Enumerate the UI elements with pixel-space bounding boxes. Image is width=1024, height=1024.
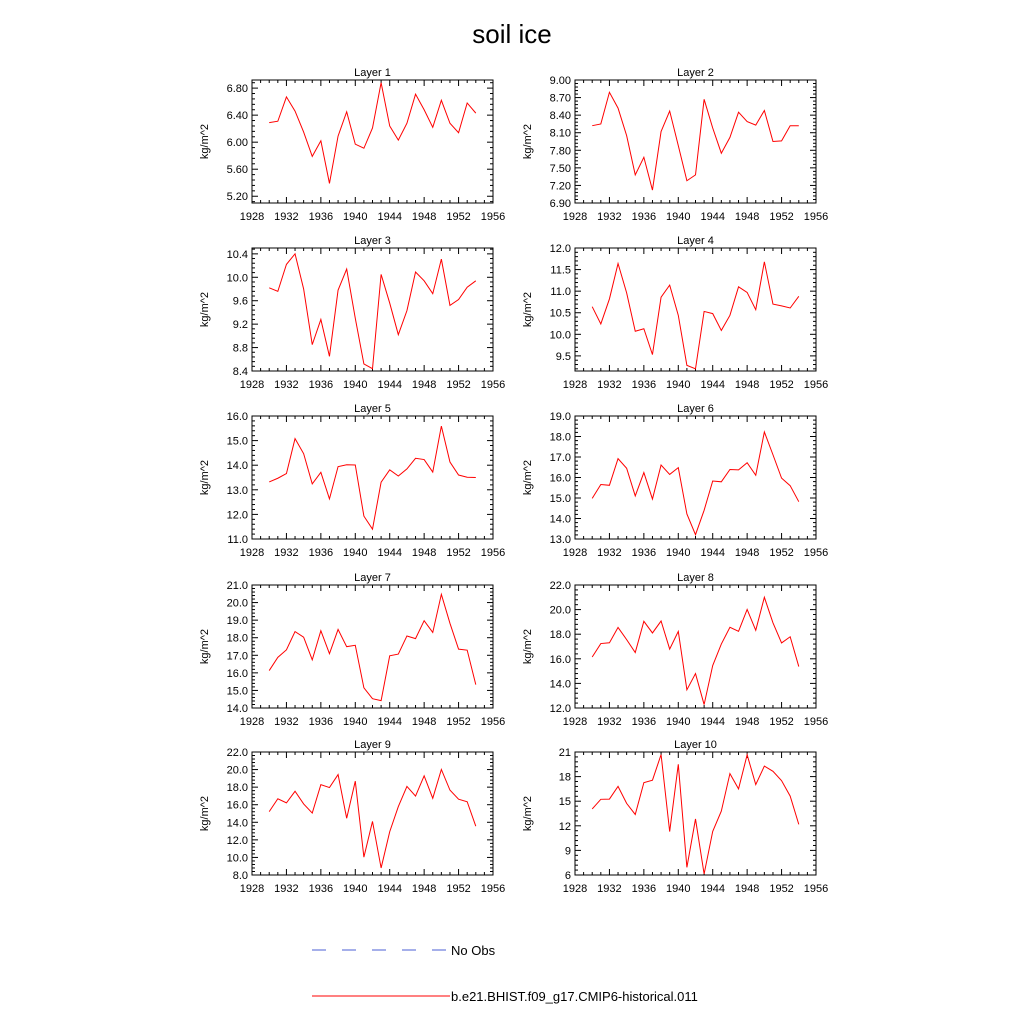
x-tick-label: 1956	[803, 716, 829, 728]
x-tick-label: 1936	[631, 379, 657, 391]
y-tick-label: 14.0	[226, 460, 248, 473]
y-tick-label: 10.0	[549, 329, 571, 342]
panel-title: Layer 4	[677, 235, 714, 247]
y-axis-label: kg/m^2	[199, 628, 211, 665]
y-tick-label: 17.0	[226, 650, 248, 663]
x-tick-label: 1940	[343, 547, 368, 559]
x-tick-label: 1952	[769, 547, 794, 559]
x-tick-label: 1956	[480, 379, 506, 391]
x-tick-label: 1940	[343, 716, 368, 728]
x-tick-label: 1936	[308, 883, 334, 895]
x-tick-label: 1952	[446, 716, 471, 728]
y-tick-label: 13.0	[549, 534, 571, 546]
x-tick-label: 1948	[411, 379, 437, 391]
y-tick-label: 6.00	[226, 137, 248, 150]
y-tick-label: 14.0	[226, 817, 248, 830]
legend	[312, 943, 698, 1004]
panel-title: Layer 1	[354, 67, 391, 79]
x-tick-label: 1952	[769, 379, 794, 391]
y-tick-label: 12	[558, 820, 571, 833]
y-tick-label: 21.0	[226, 580, 248, 592]
y-tick-label: 6.80	[226, 83, 248, 96]
panel-title: Layer 2	[677, 67, 714, 79]
y-tick-label: 11.0	[550, 286, 571, 299]
x-tick-label: 1928	[562, 716, 588, 728]
panel-title: Layer 5	[354, 403, 391, 415]
x-tick-label: 1936	[308, 716, 334, 728]
x-tick-label: 1940	[666, 211, 691, 223]
y-tick-label: 12.0	[549, 243, 571, 255]
y-tick-label: 8.0	[232, 870, 248, 882]
y-tick-label: 10.0	[226, 272, 248, 285]
x-tick-label: 1956	[803, 883, 829, 895]
y-tick-label: 20.0	[549, 604, 571, 617]
y-tick-label: 9	[564, 845, 571, 858]
y-tick-label: 8.10	[549, 127, 571, 140]
x-tick-label: 1956	[480, 716, 506, 728]
y-tick-label: 15.0	[549, 493, 571, 505]
panel-title: Layer 8	[677, 572, 714, 584]
x-tick-label: 1932	[597, 547, 622, 559]
x-tick-label: 1944	[377, 716, 402, 728]
panel-layer-8	[522, 572, 828, 728]
x-tick-label: 1952	[446, 379, 471, 391]
x-tick-label: 1948	[734, 716, 760, 728]
x-tick-label: 1932	[274, 379, 299, 391]
y-tick-label: 14.0	[549, 513, 571, 526]
y-tick-label: 5.60	[226, 164, 248, 177]
x-tick-label: 1956	[803, 547, 829, 559]
x-tick-label: 1956	[480, 883, 506, 895]
x-tick-label: 1932	[597, 211, 622, 223]
y-axis-label: kg/m^2	[522, 628, 534, 665]
series-line	[592, 432, 799, 535]
x-tick-label: 1956	[480, 211, 506, 223]
x-tick-label: 1940	[343, 883, 368, 895]
y-tick-label: 5.20	[226, 191, 248, 204]
plot-frame	[575, 248, 816, 371]
x-tick-label: 1940	[666, 547, 691, 559]
series-line	[269, 426, 476, 529]
x-tick-label: 1932	[597, 379, 622, 391]
y-tick-label: 18.0	[226, 782, 248, 795]
y-tick-label: 8.40	[549, 110, 571, 123]
series-line	[592, 755, 799, 874]
y-tick-label: 16.0	[226, 667, 248, 680]
y-tick-label: 18.0	[549, 629, 571, 642]
x-tick-label: 1936	[631, 547, 657, 559]
y-tick-label: 10.4	[226, 248, 248, 261]
y-tick-label: 15.0	[226, 435, 248, 448]
x-tick-label: 1928	[562, 211, 588, 223]
y-tick-label: 17.0	[549, 452, 571, 464]
y-tick-label: 12.0	[226, 509, 248, 522]
x-tick-label: 1944	[377, 379, 402, 391]
series-line	[592, 92, 799, 190]
x-tick-label: 1948	[411, 716, 437, 728]
y-tick-label: 8.4	[232, 366, 248, 378]
x-tick-label: 1940	[666, 883, 691, 895]
x-tick-label: 1956	[803, 379, 829, 391]
panel-layer-4	[522, 235, 828, 391]
x-tick-label: 1944	[700, 211, 725, 223]
panel-title: Layer 9	[354, 739, 391, 751]
x-tick-label: 1952	[446, 547, 471, 559]
y-tick-label: 20.0	[226, 764, 248, 777]
x-tick-label: 1928	[239, 379, 265, 391]
x-tick-label: 1948	[411, 547, 437, 559]
y-tick-label: 7.80	[549, 145, 571, 158]
x-tick-label: 1948	[734, 211, 760, 223]
x-tick-label: 1932	[274, 883, 299, 895]
y-axis-label: kg/m^2	[522, 291, 534, 328]
legend-no-obs-label: No Obs	[451, 943, 496, 958]
panel-layer-7	[199, 572, 505, 728]
panel-layer-5	[199, 403, 505, 559]
x-tick-label: 1932	[274, 211, 299, 223]
x-tick-label: 1944	[377, 547, 402, 559]
x-tick-label: 1928	[562, 883, 588, 895]
y-tick-label: 16.0	[549, 653, 571, 666]
x-tick-label: 1952	[769, 883, 794, 895]
panel-layer-6	[522, 403, 828, 559]
y-tick-label: 13.0	[226, 484, 248, 497]
y-tick-label: 15.0	[226, 685, 248, 698]
x-tick-label: 1936	[631, 211, 657, 223]
y-tick-label: 18.0	[226, 632, 248, 645]
x-tick-label: 1940	[343, 211, 368, 223]
x-tick-label: 1944	[377, 883, 402, 895]
x-tick-label: 1948	[411, 211, 437, 223]
x-tick-label: 1952	[446, 211, 471, 223]
x-tick-label: 1936	[308, 547, 334, 559]
plot-frame	[252, 80, 493, 203]
y-tick-label: 16.0	[549, 472, 571, 485]
series-line	[269, 254, 476, 369]
x-tick-label: 1936	[308, 211, 334, 223]
plot-frame	[575, 416, 816, 539]
x-tick-label: 1936	[308, 379, 334, 391]
x-tick-label: 1956	[480, 547, 506, 559]
y-axis-label: kg/m^2	[522, 459, 534, 496]
panel-layer-3	[199, 235, 505, 391]
x-tick-label: 1928	[562, 547, 588, 559]
y-tick-label: 9.5	[555, 350, 571, 363]
y-tick-label: 8.8	[232, 342, 248, 355]
x-tick-label: 1948	[411, 883, 437, 895]
y-axis-label: kg/m^2	[199, 123, 211, 160]
x-tick-label: 1948	[734, 883, 760, 895]
plot-frame	[252, 248, 493, 371]
y-tick-label: 16.0	[226, 799, 248, 812]
panel-title: Layer 3	[354, 235, 391, 247]
x-tick-label: 1932	[597, 716, 622, 728]
series-line	[269, 769, 476, 867]
y-axis-label: kg/m^2	[199, 795, 211, 832]
y-axis-label: kg/m^2	[199, 291, 211, 328]
x-tick-label: 1948	[734, 379, 760, 391]
series-line	[269, 594, 476, 700]
x-tick-label: 1956	[803, 211, 829, 223]
plot-frame	[575, 752, 816, 875]
y-tick-label: 14.0	[226, 703, 248, 715]
figure-title: soil ice	[472, 19, 552, 49]
y-tick-label: 7.20	[549, 180, 571, 193]
y-tick-label: 14.0	[549, 678, 571, 691]
x-tick-label: 1940	[666, 716, 691, 728]
x-tick-label: 1940	[666, 379, 691, 391]
y-tick-label: 16.0	[226, 411, 248, 423]
x-tick-label: 1944	[700, 716, 725, 728]
y-tick-label: 22.0	[226, 747, 248, 759]
plot-frame	[575, 585, 816, 708]
y-tick-label: 9.00	[549, 75, 571, 87]
y-axis-label: kg/m^2	[522, 795, 534, 832]
x-tick-label: 1944	[700, 883, 725, 895]
x-tick-label: 1944	[377, 211, 402, 223]
y-tick-label: 11.5	[550, 264, 571, 277]
series-line	[592, 262, 799, 369]
panel-title: Layer 6	[677, 403, 714, 415]
panel-title: Layer 10	[674, 739, 717, 751]
series-line	[269, 83, 476, 184]
y-tick-label: 20.0	[226, 597, 248, 610]
plot-frame	[252, 752, 493, 875]
x-tick-label: 1944	[700, 379, 725, 391]
x-tick-label: 1936	[631, 883, 657, 895]
x-tick-label: 1928	[562, 379, 588, 391]
y-tick-label: 11.0	[227, 534, 248, 546]
x-tick-label: 1928	[239, 716, 265, 728]
y-axis-label: kg/m^2	[199, 459, 211, 496]
panel-layer-9	[199, 739, 505, 895]
x-tick-label: 1932	[274, 716, 299, 728]
y-tick-label: 10.5	[549, 307, 571, 320]
y-tick-label: 19.0	[226, 615, 248, 628]
x-tick-label: 1928	[239, 547, 265, 559]
x-tick-label: 1952	[446, 883, 471, 895]
y-tick-label: 9.6	[232, 295, 248, 308]
y-tick-label: 6	[564, 870, 571, 882]
y-axis-label: kg/m^2	[522, 123, 534, 160]
y-tick-label: 12.0	[549, 703, 571, 715]
panels	[199, 67, 828, 895]
x-tick-label: 1928	[239, 883, 265, 895]
x-tick-label: 1932	[597, 883, 622, 895]
plot-frame	[252, 416, 493, 539]
y-tick-label: 6.90	[549, 198, 571, 210]
y-tick-label: 21	[558, 747, 571, 759]
y-tick-label: 22.0	[549, 580, 571, 592]
series-line	[592, 597, 799, 704]
y-tick-label: 18.0	[549, 431, 571, 444]
x-tick-label: 1928	[239, 211, 265, 223]
y-tick-label: 12.0	[226, 834, 248, 847]
legend-model-label: b.e21.BHIST.f09_g17.CMIP6-historical.011	[451, 989, 698, 1004]
y-tick-label: 18	[558, 771, 571, 784]
x-tick-label: 1940	[343, 379, 368, 391]
x-tick-label: 1952	[769, 716, 794, 728]
panel-layer-1	[199, 67, 505, 223]
panel-title: Layer 7	[354, 572, 391, 584]
x-tick-label: 1944	[700, 547, 725, 559]
x-tick-label: 1932	[274, 547, 299, 559]
y-tick-label: 8.70	[549, 92, 571, 105]
panel-layer-2	[522, 67, 828, 223]
y-tick-label: 15	[558, 796, 571, 809]
x-tick-label: 1952	[769, 211, 794, 223]
x-tick-label: 1936	[631, 716, 657, 728]
y-tick-label: 9.2	[232, 319, 248, 332]
y-tick-label: 6.40	[226, 110, 248, 123]
panel-layer-10	[522, 739, 828, 895]
x-tick-label: 1948	[734, 547, 760, 559]
y-tick-label: 10.0	[226, 852, 248, 865]
y-tick-label: 7.50	[549, 162, 571, 175]
y-tick-label: 19.0	[549, 411, 571, 423]
